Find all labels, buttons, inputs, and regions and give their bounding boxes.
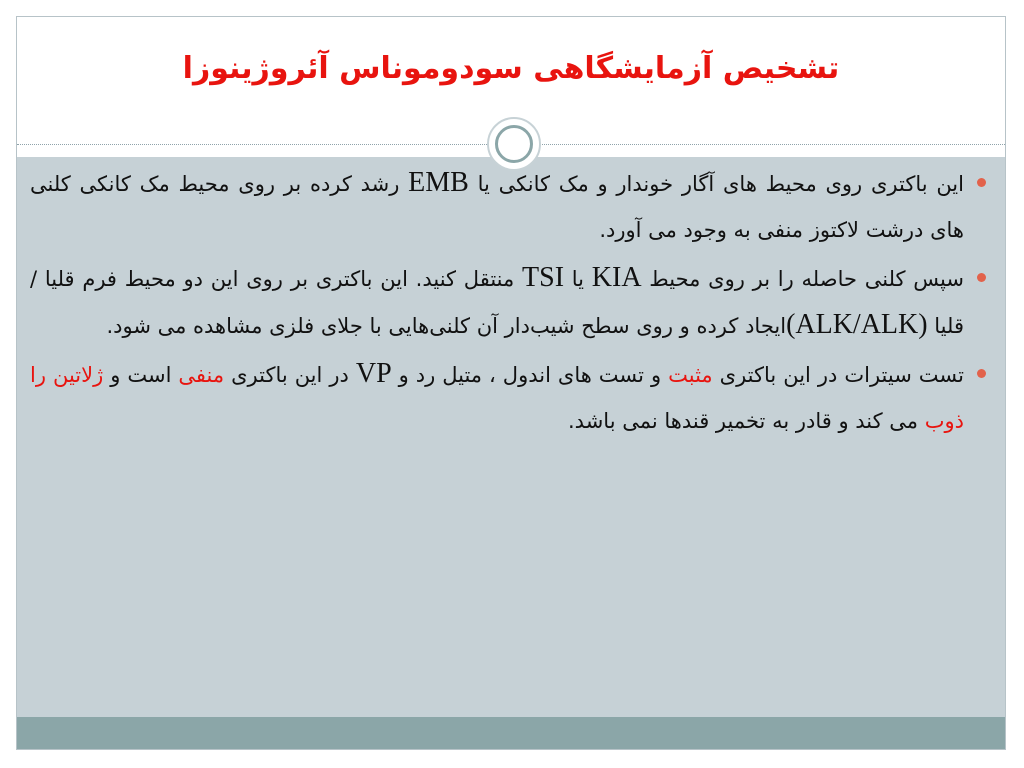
highlight-positive: مثبت (668, 363, 713, 387)
bullet-text: و تست های اندول ، متیل رد و (391, 363, 669, 387)
bullet-text: منتقل کنید. این باکتری بر روی این دو محیط فرم قلیا /قلیا (30, 267, 964, 338)
bullet-list (30, 160, 990, 446)
medium-tsi: TSI (522, 262, 565, 293)
slide-title: تشخیص آزمایشگاهی سودوموناس آئروژینوزا (182, 51, 840, 86)
bullet-text: تست سیترات در این باکتری (712, 363, 965, 387)
bullet-text: این باکتری روی محیط های آگار خوندار و مک کانکی یا (468, 172, 964, 196)
bullet-text: ایجاد کرده و روی سطح شیب‌دار آن کلنی‌هایی با جلای فلزی مشاهده می شود. (106, 314, 787, 338)
bullet-text: است و (103, 363, 179, 387)
bullet-item (30, 160, 990, 253)
bullet-text: سپس کلنی حاصله را بر روی محیط (641, 267, 964, 291)
highlight-gelatin: ژلاتین را ذوب (30, 363, 964, 433)
bullet-text: رشد کرده بر روی محیط مک کانکی کلنی های درشت لاکتوز منفی به وجود می آورد. (30, 172, 964, 242)
bullet-dot-icon (977, 369, 986, 378)
medium-kia: KIA (591, 262, 642, 293)
bullet-item (30, 255, 990, 349)
medium-emb: EMB (408, 167, 469, 198)
bullet-text: می کند و قادر به تخمیر قندها نمی باشد. (568, 409, 925, 433)
alk-alk-label: (ALK/ALK) (786, 309, 928, 340)
bullet-dot-icon (977, 273, 986, 282)
bullet-text: در این باکتری (224, 363, 356, 387)
bullet-text: یا (564, 267, 592, 291)
highlight-negative: منفی (178, 363, 225, 387)
footer-bar (17, 717, 1005, 750)
circle-ornament-inner (495, 125, 533, 163)
bullet-dot-icon (977, 178, 986, 187)
test-vp: VP (355, 358, 392, 389)
bullet-item (30, 351, 990, 444)
